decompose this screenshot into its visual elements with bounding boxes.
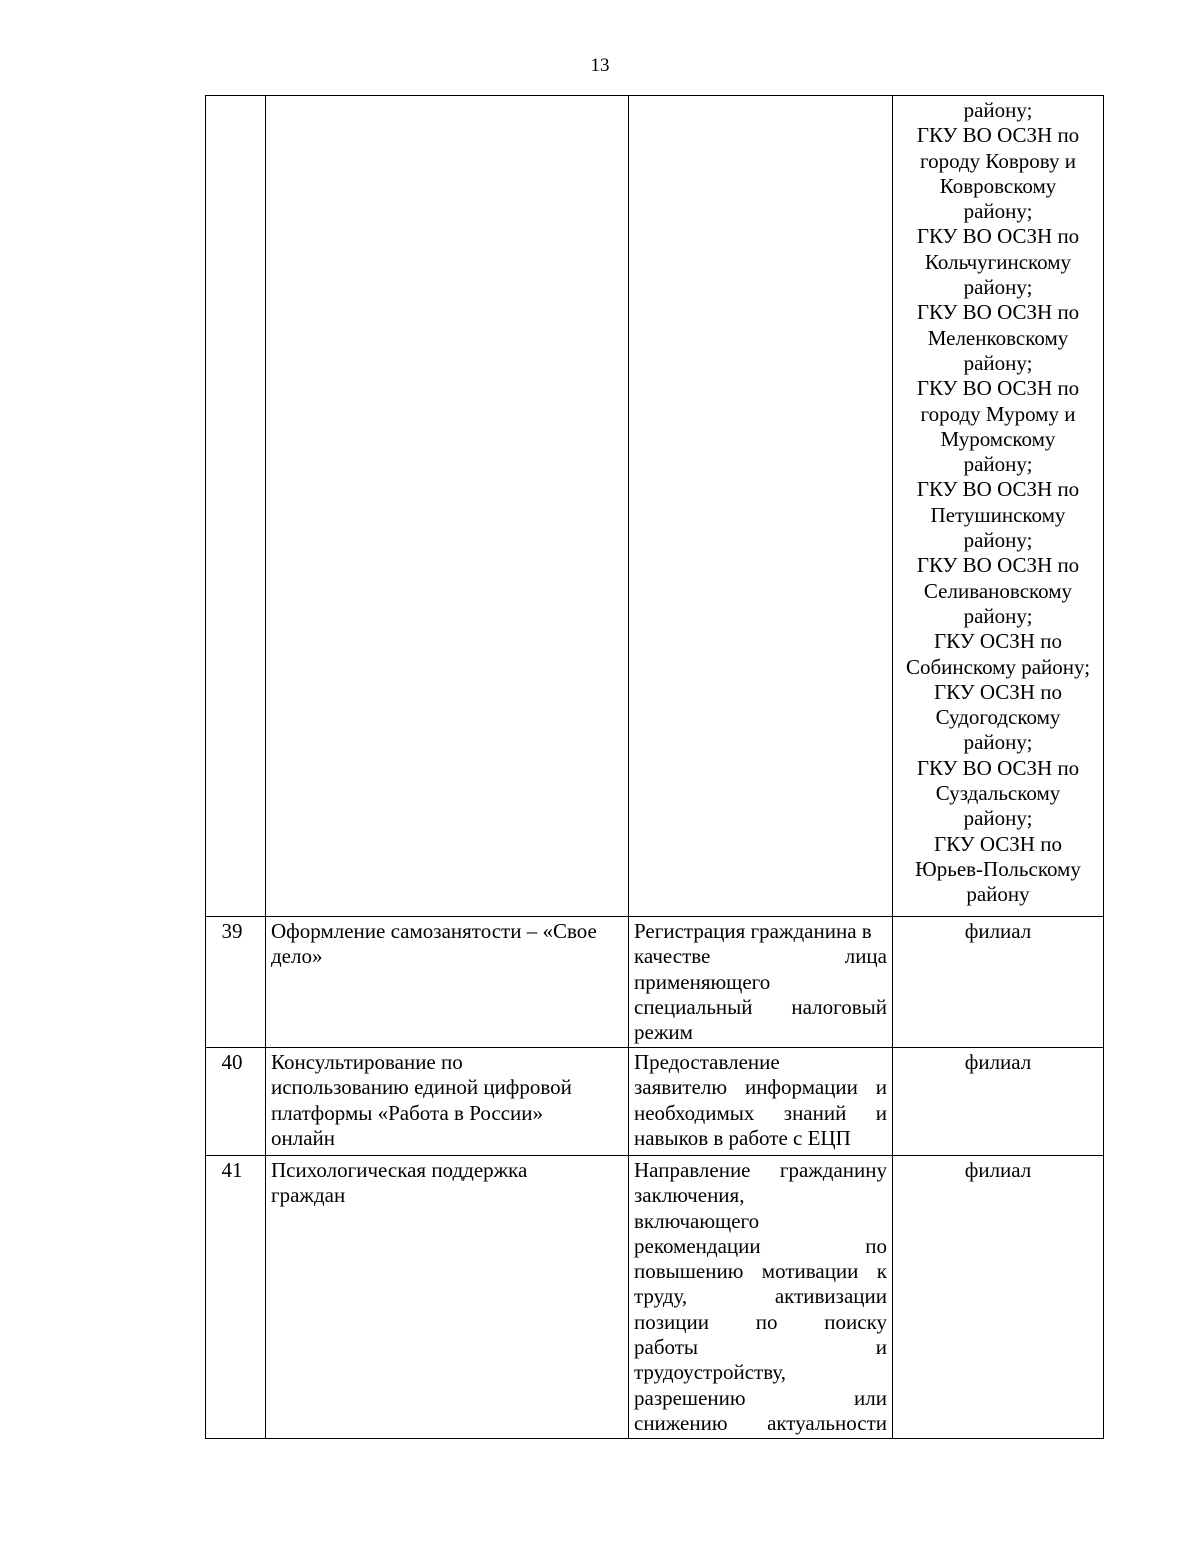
- service-result-line: работы и: [634, 1335, 887, 1360]
- service-result-line: необходимых знаний и: [634, 1100, 887, 1125]
- executor-line: ГКУ ОСЗН по: [934, 629, 1062, 654]
- executor-line: району;: [963, 275, 1033, 300]
- service-result-line: позиции по поиску: [634, 1309, 887, 1334]
- service-result-line: снижению актуальности: [634, 1410, 887, 1435]
- executor-line: городу Коврову и: [920, 148, 1076, 173]
- table-row: [206, 917, 1104, 1048]
- cell-number-empty: [206, 96, 266, 917]
- table-row: [206, 1048, 1104, 1156]
- service-result-line: качестве лица: [634, 944, 887, 969]
- executor-line: району;: [963, 806, 1033, 831]
- service-result-line: труду, активизации: [634, 1284, 887, 1309]
- executor-line: району;: [963, 603, 1033, 628]
- executor-line: Меленковскому: [927, 325, 1069, 350]
- cell-executor-continuation: [893, 96, 1104, 917]
- row-number: 40: [206, 1048, 266, 1156]
- cell-result-empty: [629, 96, 893, 917]
- service-result: [629, 1048, 893, 1156]
- executor-line: району;: [963, 199, 1033, 224]
- service-name-line: дело»: [271, 944, 323, 969]
- executor-line: Ковровскому: [939, 173, 1057, 198]
- executor-line: району;: [963, 452, 1033, 477]
- service-name-line: онлайн: [271, 1125, 336, 1150]
- executor-line: району: [966, 882, 1030, 907]
- service-name-line: использованию единой цифровой: [271, 1075, 572, 1100]
- cell-name-empty: [266, 96, 629, 917]
- executor-line: Собинскому району;: [905, 654, 1091, 679]
- executor-line: ГКУ ВО ОСЗН по: [916, 376, 1080, 401]
- row-number: 39: [206, 917, 266, 1048]
- executor-line: ГКУ ВО ОСЗН по: [916, 123, 1080, 148]
- executor-line: ГКУ ОСЗН по: [934, 679, 1062, 704]
- service-name: [266, 917, 629, 1048]
- service-name: [266, 1048, 629, 1156]
- executor-line: Кольчугинскому: [924, 249, 1072, 274]
- service-result-line: применяющего: [634, 969, 771, 994]
- executor-line: городу Мурому и: [920, 401, 1076, 426]
- service-result-line: разрешению или: [634, 1385, 887, 1410]
- service-result-line: режим: [634, 1020, 693, 1045]
- executor-line: ГКУ ОСЗН по: [934, 831, 1062, 856]
- service-name-line: Оформление самозанятости – «Свое: [271, 919, 597, 943]
- executor-line: Петушинскому: [930, 502, 1066, 527]
- executor-line: ГКУ ВО ОСЗН по: [916, 755, 1080, 780]
- executor-line: ГКУ ВО ОСЗН по: [916, 477, 1080, 502]
- service-result-line: Регистрация гражданина в: [634, 919, 872, 943]
- service-name-line: Консультирование по: [271, 1050, 463, 1074]
- service-executor: филиал: [893, 1156, 1104, 1439]
- service-name-line: платформы «Работа в России»: [271, 1100, 543, 1125]
- executor-line: Юрьев-Польскому: [915, 856, 1081, 881]
- service-result-line: заявителю информации и: [634, 1075, 887, 1100]
- service-result-line: включающего: [634, 1208, 760, 1233]
- page-number: 13: [590, 55, 610, 76]
- service-result-line: специальный налоговый: [634, 994, 887, 1019]
- service-result-line: повышению мотивации к: [634, 1259, 887, 1284]
- executor-line: Муромскому: [940, 426, 1056, 451]
- service-result-line: заключения,: [634, 1183, 745, 1208]
- executor-line: Селивановскому: [923, 578, 1073, 603]
- service-name-line: граждан: [271, 1183, 346, 1208]
- executor-line: ГКУ ВО ОСЗН по: [916, 300, 1080, 325]
- service-result-line: Направление гражданину: [634, 1158, 887, 1182]
- executor-line: Судогодскому: [935, 705, 1061, 730]
- service-result-line: навыков в работе с ЕЦП: [634, 1125, 851, 1150]
- executor-line: району;: [963, 730, 1033, 755]
- service-name-line: Психологическая поддержка: [271, 1158, 528, 1182]
- row-number: 41: [206, 1156, 266, 1439]
- service-executor: филиал: [893, 1048, 1104, 1156]
- executor-line: району;: [963, 350, 1033, 375]
- table-row-continuation: [206, 96, 1104, 917]
- service-result-line: Предоставление: [634, 1050, 780, 1074]
- executor-line: ГКУ ВО ОСЗН по: [916, 224, 1080, 249]
- service-result-line: рекомендации по: [634, 1233, 887, 1258]
- table-row: [206, 1156, 1104, 1439]
- executor-line: Суздальскому: [935, 781, 1061, 806]
- service-result-line: трудоустройству,: [634, 1360, 787, 1385]
- executor-line: ГКУ ВО ОСЗН по: [916, 553, 1080, 578]
- executor-line: району;: [963, 98, 1033, 122]
- executor-line: району;: [963, 528, 1033, 553]
- service-result: [629, 1156, 893, 1439]
- service-result: [629, 917, 893, 1048]
- service-executor: филиал: [893, 917, 1104, 1048]
- service-name: [266, 1156, 629, 1439]
- services-table: [205, 95, 1104, 1439]
